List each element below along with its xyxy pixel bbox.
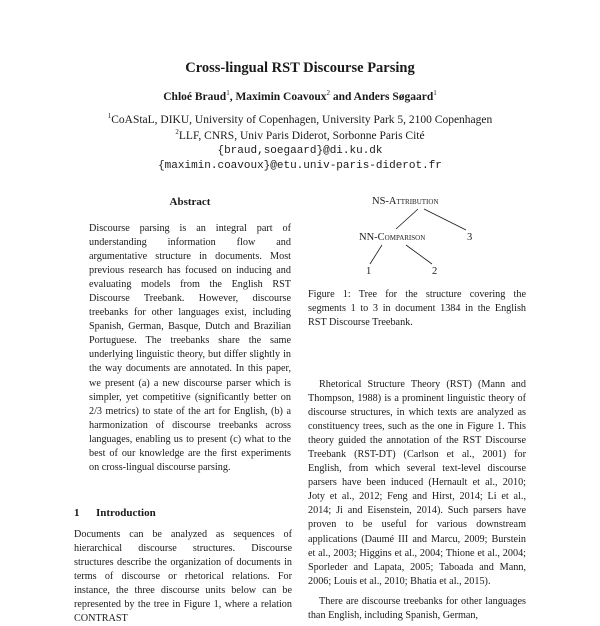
introduction-text	[74, 528, 292, 626]
author-separator: ,	[229, 91, 236, 103]
email-line-1: {braud,soegaard}@di.ku.dk	[217, 145, 383, 157]
tree-leaf-3: 3	[467, 232, 473, 243]
affiliation-mark: 2	[175, 128, 179, 137]
tree-child-label: NN-Comparison	[359, 232, 426, 243]
tree-edge-root-comparison	[396, 209, 418, 229]
abstract-heading: Abstract	[169, 196, 211, 208]
tree-leaf-1: 1	[366, 266, 372, 277]
body-paragraph: Rhetorical Structure Theory (RST) (Mann and Thompson, 1988) is a prominent linguistic theory of discourse structures, in which texts are analyzed as constituency trees, such as the one in Figure 1. This theory guided the annotation of the RST Discourse Treebank (RST-DT) (Carlson et al., 2001) for English, from which several text-level discourse parsers have been induced (Hernault et al., 2010; Joty et al., 2012; Feng and Hirst, 2014; Li et al., 2014; Ji and Eisenstein, 2014). Such parsers have proven to be useful for various downstream applications (Daumé III and Marcu, 2009; Burstein et al., 2003; Higgins et al., 2004; Thione et al., 2004; Sporleder and Lapata, 2005; Taboada and Mann, 2006; Louis et al., 2010; Bhatia et al., 2015).	[308, 379, 526, 587]
affiliation-1	[0, 114, 600, 126]
author-name: Maximin Coavoux	[235, 91, 327, 103]
author-name: Anders Søgaard	[353, 91, 434, 103]
email-line-2: {maximin.coavoux}@etu.univ-paris-diderot.fr	[158, 160, 442, 172]
author-name: Chloé Braud	[163, 91, 227, 103]
author-list	[0, 91, 600, 103]
affiliation-text: LLF, CNRS, Univ Paris Diderot, Sorbonne Paris Cité	[178, 130, 425, 142]
affiliation-2	[0, 130, 600, 142]
section-title: Introduction	[96, 507, 156, 519]
figure-caption: Figure 1: Tree for the structure covering the segments 1 to 3 in document 1384 in the English RST Discourse Treebank.	[308, 289, 526, 329]
affiliation-text: CoAStaL, DIKU, University of Copenhagen, University Park 5, 2100 Copenhagen	[111, 114, 493, 126]
introduction-paragraph: Documents can be analyzed as sequences of hierarchical discourse structures. Discourse structures describe the organization of documents in terms of discourse or rhetorical relations. For instance, the three discourse units below can be represented by the tree in Figure 1, where a relation CONTRAST	[74, 529, 292, 625]
tree-root-label: NS-Attribution	[372, 196, 439, 207]
right-column-text	[308, 378, 526, 623]
body-paragraph: There are discourse treebanks for other languages than English, including Spanish, German,	[308, 595, 526, 621]
section-number: 1	[74, 507, 80, 519]
tree-edge-root-leaf3	[424, 209, 466, 230]
tree-edge-comparison-leaf1	[370, 245, 382, 264]
paper-title: Cross-lingual RST Discourse Parsing	[185, 60, 415, 76]
author-affiliation-mark: 2	[326, 89, 330, 98]
abstract-text: Discourse parsing is an integral part of understanding information flow and argumentative structure in documents. Most previous research has focused on inducing and evaluating models from the English RST Discourse Treebank. However, discourse treebanks for other languages exist, including Spanish, German, Basque, Dutch and Brazilian Portuguese. The treebanks share the same underlying linguistic theory, but differ slightly in the way documents are annotated. In this paper, we present (a) a new discourse parser which is simpler, yet competitive (significantly better on 2/3 metrics) to state of the art for English, (b) a harmonization of discourse treebanks across languages, enabling us to present (c) what to the best of our knowledge are the first experiments on cross-lingual discourse parsing.	[89, 223, 291, 473]
author-separator: and	[330, 91, 354, 103]
author-affiliation-mark: 1	[433, 89, 437, 98]
section-heading-introduction	[74, 507, 156, 519]
tree-edge-comparison-leaf2	[406, 245, 432, 264]
tree-leaf-2: 2	[432, 266, 438, 277]
author-affiliation-mark: 1	[226, 89, 230, 98]
discourse-tree-figure	[310, 192, 530, 282]
affiliation-mark: 1	[107, 112, 112, 121]
